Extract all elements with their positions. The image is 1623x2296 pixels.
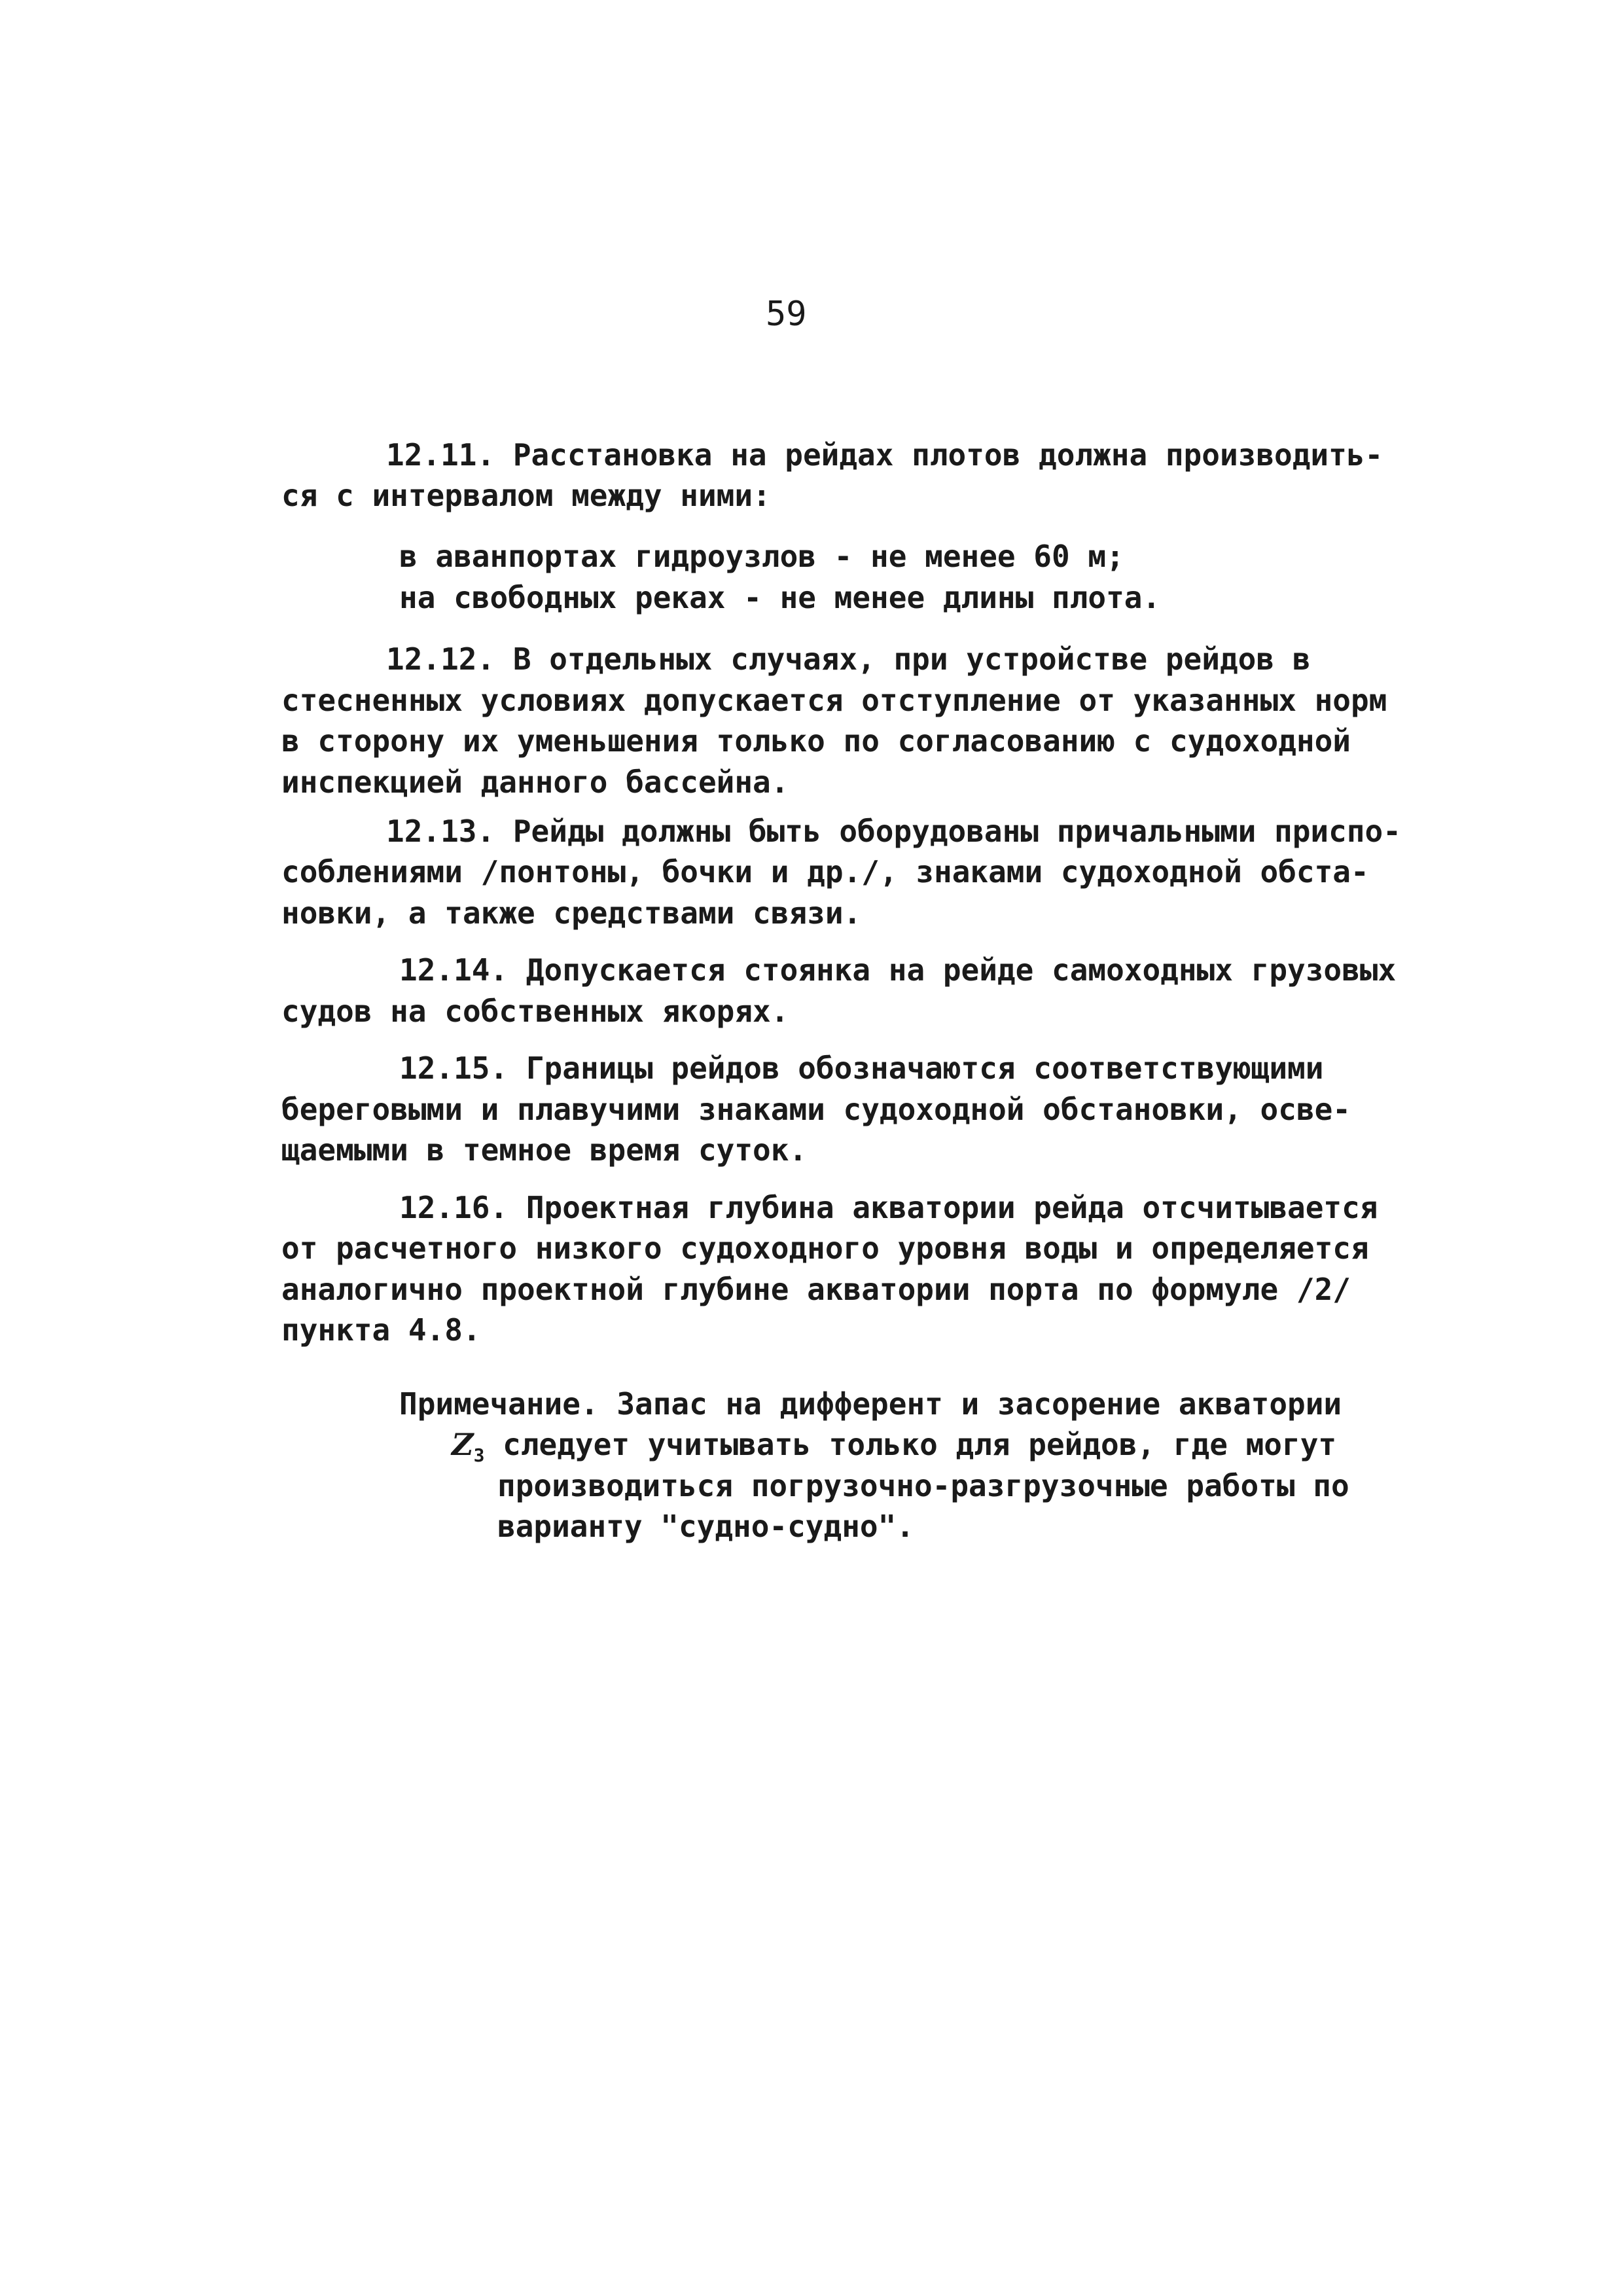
note-line-3: производиться погрузочно-разгрузочные работы по (497, 1468, 1349, 1503)
paragraph-12-11-line-3: в аванпортах гидроузлов - не менее 60 м; (399, 539, 1124, 574)
note-line-2-text: следует учитывать только для рейдов, где могут (484, 1427, 1337, 1462)
paragraph-12-15-line-1: 12.15. Границы рейдов обозначаются соответствующими (399, 1050, 1324, 1086)
paragraph-12-12-line-3: в сторону их уменьшения только по согласованию с судоходной (281, 723, 1351, 759)
page-number: 59 (766, 295, 807, 334)
paragraph-12-11-line-1: 12.11. Расстановка на рейдах плотов должна производить- (386, 437, 1383, 473)
paragraph-12-13-line-3: новки, а также средствами связи. (281, 895, 862, 931)
paragraph-12-16-line-3: аналогично проектной глубине акватории порта по формуле /2/ (281, 1272, 1351, 1307)
paragraph-12-12-line-2: стесненных условиях допускается отступление от указанных норм (281, 683, 1387, 718)
paragraph-12-16-line-4: пункта 4.8. (281, 1312, 481, 1348)
paragraph-12-12-line-4: инспекцией данного бассейна. (281, 764, 789, 800)
paragraph-12-11-line-2: ся с интервалом между ними: (281, 478, 771, 513)
note-variable-subscript: 3 (473, 1444, 485, 1467)
paragraph-12-16-line-2: от расчетного низкого судоходного уровня воды и определяется (281, 1230, 1369, 1266)
paragraph-12-13-line-1: 12.13. Рейды должны быть оборудованы причальными приспо- (386, 814, 1401, 849)
note-variable: Z (452, 1427, 474, 1462)
paragraph-12-14-line-2: судов на собственных якорях. (281, 994, 789, 1029)
paragraph-12-14-line-1: 12.14. Допускается стоянка на рейде самоходных грузовых (399, 952, 1397, 988)
paragraph-12-13-line-2: соблениями /понтоны, бочки и др./, знаками судоходной обста- (281, 854, 1369, 889)
paragraph-12-16-line-1: 12.16. Проектная глубина акватории рейда отсчитывается (399, 1190, 1378, 1225)
note-line-4: варианту "судно-судно". (497, 1509, 914, 1544)
paragraph-12-11-line-4: на свободных реках - не менее длины плота. (399, 580, 1161, 615)
paragraph-12-12-line-1: 12.12. В отдельных случаях, при устройстве рейдов в (386, 641, 1311, 677)
paragraph-12-15-line-3: щаемыми в темное время суток. (281, 1132, 808, 1168)
paragraph-12-15-line-2: береговыми и плавучими знаками судоходной обстановки, осве- (281, 1092, 1351, 1127)
note-line-1: Примечание. Запас на дифферент и засорение акватории (399, 1386, 1342, 1422)
